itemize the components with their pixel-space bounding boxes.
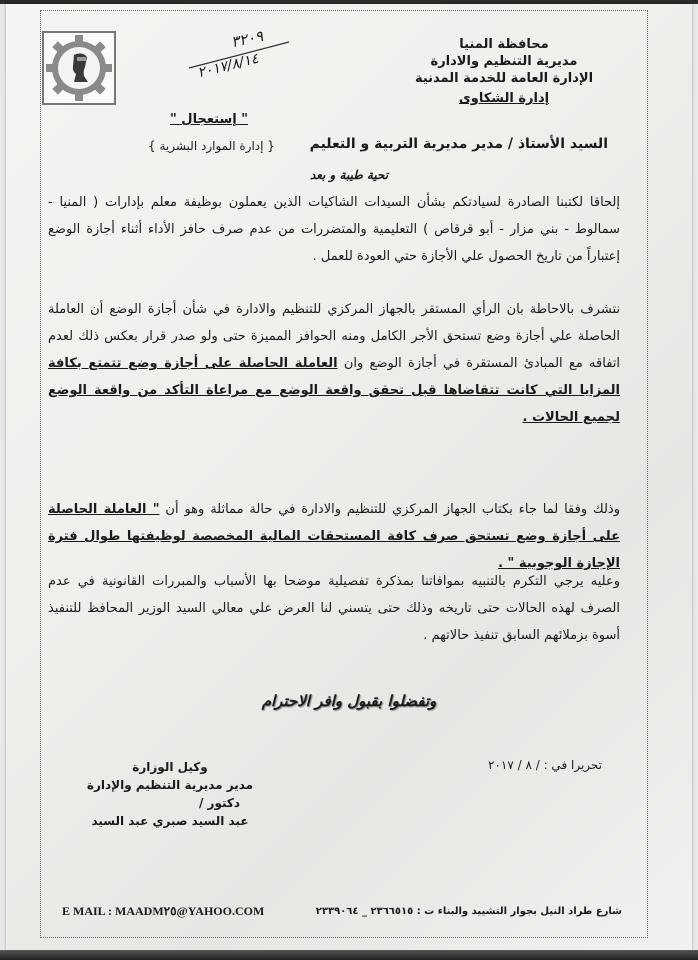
signer-title-2: مدير مديرية التنظيم والإدارة: [86, 778, 254, 792]
governorate-name: محافظة المنيا: [459, 37, 549, 52]
urgent-label: " إستعجال ": [170, 112, 249, 127]
directorate-name: مديرية التنظيم والادارة: [430, 54, 578, 69]
footer-address: شارع طراد النيل بجوار التشييد والبناء ت : ٢٣٦٦٥١٥ _ ٢٣٣٩٠٦٤: [315, 906, 622, 917]
greeting: تحية طيبة و بعد: [309, 168, 389, 182]
signer-title-1: وكيل الوزارة: [132, 760, 208, 774]
addressee: السيد الأستاذ / مدير مديرية التربية و التعليم: [309, 136, 608, 152]
department-tag: { إدارة الموارد البشرية }: [148, 139, 275, 153]
signature-block: [60, 758, 280, 830]
footer-email: E MAIL : MAADM٢٥@YAHOO.COM: [62, 904, 265, 918]
registration-number: ٣٢٠٩: [229, 26, 265, 52]
paragraph-3: [48, 496, 620, 577]
paragraph-1: إلحاقا لكتبنا الصادرة لسيادتكم بشأن السيدات الشاكيات الذين يعملون بوظيفة معلم بإدارات ( المنيا - سمالوط - بني مزار - أبو قرقاص ) التعليمية والمتضررات من عدم صرف حافز الأداء أثناء أجازة الوضع إعتباراً من تاريخ الحصول علي الأجازة حتي العودة للعمل .: [48, 195, 620, 264]
logo-emblem: [42, 31, 116, 105]
paragraph-2-emphasis: العاملة الحاصلة على أجازة وضع تتمتع بكافة المزايا التي كانت تتقاضاها قبل تحقق واقعة الوضع مع مراعاة التأكد من واقعة الوضع لجميع الحالات .: [48, 356, 620, 425]
paragraph-3-text: وذلك وفقا لما جاء بكتاب الجهاز المركزي للتنظيم والادارة في حالة مماثلة وهو أن: [159, 502, 620, 517]
photo-edge-bottom: [0, 950, 698, 960]
paragraph-2: [48, 296, 620, 431]
registration-date: ٢٠١٧/٨/١٤: [195, 50, 261, 82]
general-admin-name: الإدارة العامة للخدمة المدنية: [414, 71, 594, 86]
signer-prefix: دكتور /: [198, 796, 240, 810]
department-name: إدارة الشكاوى: [458, 91, 550, 106]
handwritten-registration: [185, 28, 295, 86]
closing-line: وتفضلوا بقبول وافر الاحترام: [261, 692, 437, 710]
paragraph-2-text: نتشرف بالاحاطة بان الرأي المستقر بالجهاز المركزي للتنظيم والادارة في شأن أجازة الوضع أن العاملة الحاصلة علي أجازة وضع تستحق الأجر الكامل ومنه الحوافز المميزة حتى ولو صدر قرار بعكس ذلك لعدم اتفاقه مع المبادئ المستقرة في أجازة الوضع وان: [48, 302, 620, 371]
signer-name: عبد السيد صبري عبد السيد: [91, 814, 249, 828]
issue-date: تحريرا في : / ٨ / ٢٠١٧: [488, 758, 602, 772]
gear-emblem-icon: [44, 33, 114, 103]
letterhead: [394, 36, 614, 107]
paragraph-3-quote: " العاملة الحاصلة على أجازة وضع تستحق صرف كافة المستحقات المالية المخصصة لوظيفتها طوال فترة الإجازة الوجوبية " .: [48, 502, 620, 571]
footer: [62, 904, 622, 919]
paragraph-4: وعليه يرجي التكرم بالتنبيه بموافاتنا بمذكرة تفصيلية موضحا بها الأسباب والمبررات القانونية في عدم الصرف لهذه الحالات حتى تاريخه وذلك حتى يتسني لنا العرض علي معالي السيد الوزير المحافظ للتنفيذ أسوة بزملائهم السابق تنفيذ حالاتهم .: [48, 574, 620, 643]
